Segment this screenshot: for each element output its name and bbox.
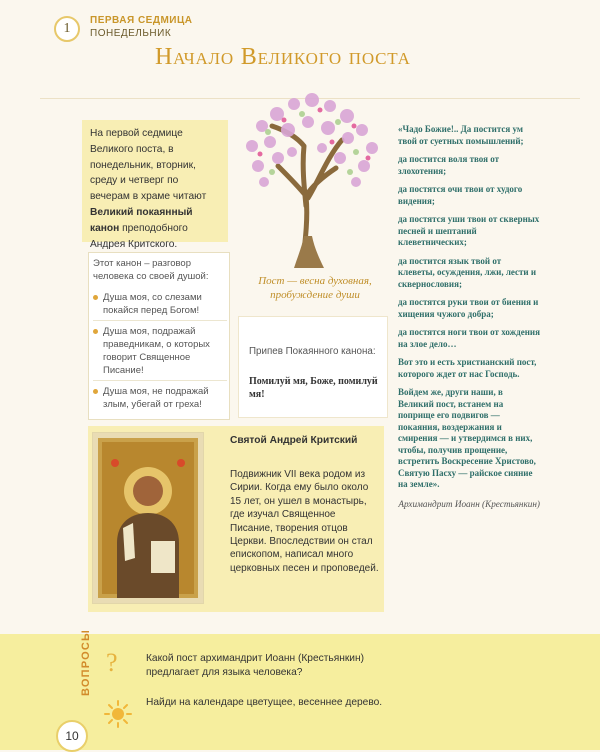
week-label: ПЕРВАЯ СЕДМИЦА [90,15,193,26]
questions-label: ВОПРОСЫ [80,629,92,696]
quote-paragraph: да постятся очи твои от худого видения; [398,184,523,206]
quote-paragraph: «Чадо Божие!.. Да постится ум твой от суетных помышлений; [398,124,524,146]
quote-author: Архимандрит Иоанн (Крестьянкин) [398,498,540,509]
quote-column [398,124,540,510]
intro-text-start: На первой седмице Великого поста, в понедельник, вторник, среду и четверг по вечерам в храме читают [90,128,207,203]
question-1: Какой пост архимандрит Иоанн (Крестьянкин) предлагает для языка человека? [146,653,364,678]
bullet-icon [93,329,98,334]
canon-item-text: Душа моя, не подражай злым, убегай от греха! [103,386,209,410]
question-mark-icon: ? [106,648,118,677]
canon-box [88,252,230,420]
canon-intro: Этот канон – разговор человека со своей душой: [93,258,209,282]
blossoming-tree-illustration [232,86,388,268]
intro-text-end: преподобного Андрея Критского. [90,222,188,250]
quote-paragraph: Войдем же, други наши, в Великий пост, встанем на поприще его подвигов — покаяния, воздержания и смирения — и утвердимся в них, чтобы, получив прощение, встретить Воскресение Христово, Святую Пасху — райское сияние на земле». [398,387,536,489]
quote-paragraph: да постится язык твой от клеветы, осуждения, лжи, лести и сквернословия; [398,255,537,289]
saint-icon-image [92,432,204,604]
question-2: Найди на календаре цветущее, весеннее дерево. [146,697,383,708]
quote-paragraph: Вот это и есть христианский пост, которого ждет от нас Господь. [398,357,537,379]
bullet-icon [93,389,98,394]
chapter-number-badge: 1 [54,16,80,42]
tree-caption: Пост — весна духовная, пробуждение души [258,275,372,301]
quote-paragraph: да постятся уши твои от скверных песней и шептаний клеветнических; [398,214,540,247]
quote-paragraph: да постятся ноги твои от хождения на злое дело… [398,327,540,349]
sun-icon [104,700,132,728]
refrain-box [238,316,388,418]
canon-list [93,291,227,418]
bullet-icon [93,295,98,300]
canon-item-text: Душа моя, подражай праведникам, о которых говорит Священное Писание! [103,326,210,376]
quote-paragraph: да постится воля твоя от злохотения; [398,154,500,176]
intro-text-bold: Великий покаянный канон [90,206,193,234]
quote-paragraph: да постятся руки твои от биения и хищения чужого добра; [398,297,539,319]
canon-item-text: Душа моя, со слезами покайся перед Богом! [103,292,202,316]
day-label: ПОНЕДЕЛЬНИК [90,28,172,39]
page-number: 10 [56,720,88,752]
refrain-label: Припев Покаянного канона: [249,346,376,357]
intro-text [82,120,228,258]
saint-text: Подвижник VII века родом из Сирии. Когда ему было около 15 лет, он ушел в монастырь, где изучал Священное Писание, творения отцов Церкви. Впоследствии он стал епископом, написал много церковных песен и проповедей. [230,469,379,574]
saint-heading: Святой Андрей Критский [230,435,358,446]
refrain-text: Помилуй мя, Боже, помилуй мя! [249,376,378,400]
canon-item [93,385,227,414]
intro-box [82,120,228,250]
page-title: Начало Великого поста [155,44,411,70]
canon-item [93,291,227,321]
canon-item [93,325,227,381]
